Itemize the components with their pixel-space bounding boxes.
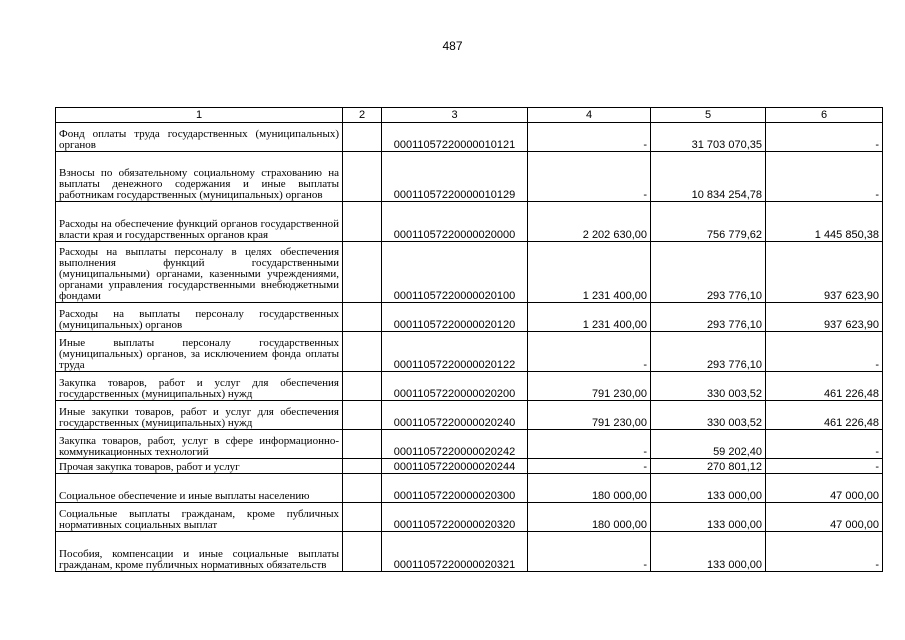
row-col6: -	[766, 332, 883, 372]
row-code: 00011057220000020100	[382, 242, 528, 303]
row-col4: -	[528, 332, 651, 372]
row-name: Социальное обеспечение и иные выплаты населению	[56, 474, 343, 503]
row-col5: 293 776,10	[651, 332, 766, 372]
row-name: Социальные выплаты гражданам, кроме публичных нормативных социальных выплат	[56, 503, 343, 532]
row-col6: -	[766, 459, 883, 474]
row-col6: 1 445 850,38	[766, 202, 883, 242]
row-col6: -	[766, 532, 883, 572]
row-col5: 133 000,00	[651, 532, 766, 572]
row-col2	[343, 372, 382, 401]
row-col6: 47 000,00	[766, 503, 883, 532]
row-name: Расходы на выплаты персоналу в целях обеспечения выполнения функций государственными (муниципальными) органами, казенными учреждениями, органами управления государственными внебюджетными фондами	[56, 242, 343, 303]
row-col2	[343, 152, 382, 202]
table-row	[56, 401, 883, 430]
table-row	[56, 202, 883, 242]
row-col6: 461 226,48	[766, 372, 883, 401]
row-code: 00011057220000020122	[382, 332, 528, 372]
row-col2	[343, 503, 382, 532]
table-row	[56, 503, 883, 532]
row-col4: 1 231 400,00	[528, 303, 651, 332]
row-col4: -	[528, 532, 651, 572]
row-col5: 293 776,10	[651, 303, 766, 332]
header-col-4: 4	[528, 108, 651, 123]
table-row	[56, 474, 883, 503]
page-number: 487	[442, 39, 463, 53]
row-col6: 47 000,00	[766, 474, 883, 503]
row-col5: 270 801,12	[651, 459, 766, 474]
row-col5: 31 703 070,35	[651, 123, 766, 152]
header-col-1: 1	[56, 108, 343, 123]
row-col6: 937 623,90	[766, 242, 883, 303]
row-col4: 791 230,00	[528, 372, 651, 401]
header-col-3: 3	[382, 108, 528, 123]
table-row	[56, 372, 883, 401]
row-name: Расходы на выплаты персоналу государственных (муниципальных) органов	[56, 303, 343, 332]
row-name: Пособия, компенсации и иные социальные выплаты гражданам, кроме публичных нормативных обязательств	[56, 532, 343, 572]
row-name: Взносы по обязательному социальному страхованию на выплаты денежного содержания и иные выплаты работникам государственных (муниципальных) органов	[56, 152, 343, 202]
row-col4: -	[528, 430, 651, 459]
row-col2	[343, 430, 382, 459]
row-col4: 2 202 630,00	[528, 202, 651, 242]
row-col2	[343, 123, 382, 152]
row-code: 00011057220000020321	[382, 532, 528, 572]
row-code: 00011057220000020200	[382, 372, 528, 401]
row-name: Прочая закупка товаров, работ и услуг	[56, 459, 343, 474]
row-col5: 330 003,52	[651, 401, 766, 430]
row-name: Закупка товаров, работ и услуг для обеспечения государственных (муниципальных) нужд	[56, 372, 343, 401]
row-code: 00011057220000020244	[382, 459, 528, 474]
header-col-6: 6	[766, 108, 883, 123]
row-col4: 180 000,00	[528, 503, 651, 532]
header-row	[56, 108, 883, 123]
table-row	[56, 332, 883, 372]
row-code: 00011057220000010121	[382, 123, 528, 152]
row-col2	[343, 332, 382, 372]
row-code: 00011057220000020120	[382, 303, 528, 332]
row-col2	[343, 303, 382, 332]
row-name: Фонд оплаты труда государственных (муниципальных) органов	[56, 123, 343, 152]
row-col2	[343, 202, 382, 242]
row-col4: 180 000,00	[528, 474, 651, 503]
row-col4: 1 231 400,00	[528, 242, 651, 303]
row-name: Расходы на обеспечение функций органов государственной власти края и государственных органов края	[56, 202, 343, 242]
row-col2	[343, 459, 382, 474]
header-col-5: 5	[651, 108, 766, 123]
row-code: 00011057220000020242	[382, 430, 528, 459]
table-row	[56, 532, 883, 572]
row-col6: 937 623,90	[766, 303, 883, 332]
row-col6: -	[766, 152, 883, 202]
table-row	[56, 242, 883, 303]
row-col4: -	[528, 123, 651, 152]
table-row	[56, 303, 883, 332]
row-code: 00011057220000020000	[382, 202, 528, 242]
row-col5: 10 834 254,78	[651, 152, 766, 202]
row-code: 00011057220000020300	[382, 474, 528, 503]
table-row	[56, 152, 883, 202]
table-row	[56, 123, 883, 152]
row-code: 00011057220000020240	[382, 401, 528, 430]
row-col2	[343, 532, 382, 572]
row-col5: 133 000,00	[651, 503, 766, 532]
row-name: Иные закупки товаров, работ и услуг для обеспечения государственных (муниципальных) нужд	[56, 401, 343, 430]
row-col2	[343, 401, 382, 430]
row-col5: 293 776,10	[651, 242, 766, 303]
row-col6: -	[766, 123, 883, 152]
row-col5: 330 003,52	[651, 372, 766, 401]
row-code: 00011057220000020320	[382, 503, 528, 532]
header-col-2: 2	[343, 108, 382, 123]
row-col6: 461 226,48	[766, 401, 883, 430]
budget-table	[55, 107, 883, 572]
row-col2	[343, 474, 382, 503]
row-col4: -	[528, 459, 651, 474]
row-col4: 791 230,00	[528, 401, 651, 430]
table-row	[56, 430, 883, 459]
row-col5: 133 000,00	[651, 474, 766, 503]
row-col6: -	[766, 430, 883, 459]
row-col4: -	[528, 152, 651, 202]
row-col2	[343, 242, 382, 303]
row-name: Закупка товаров, работ, услуг в сфере информационно-коммуникационных технологий	[56, 430, 343, 459]
row-col5: 59 202,40	[651, 430, 766, 459]
row-col5: 756 779,62	[651, 202, 766, 242]
table-row	[56, 459, 883, 474]
row-name: Иные выплаты персоналу государственных (муниципальных) органов, за исключением фонда оплаты труда	[56, 332, 343, 372]
row-code: 00011057220000010129	[382, 152, 528, 202]
